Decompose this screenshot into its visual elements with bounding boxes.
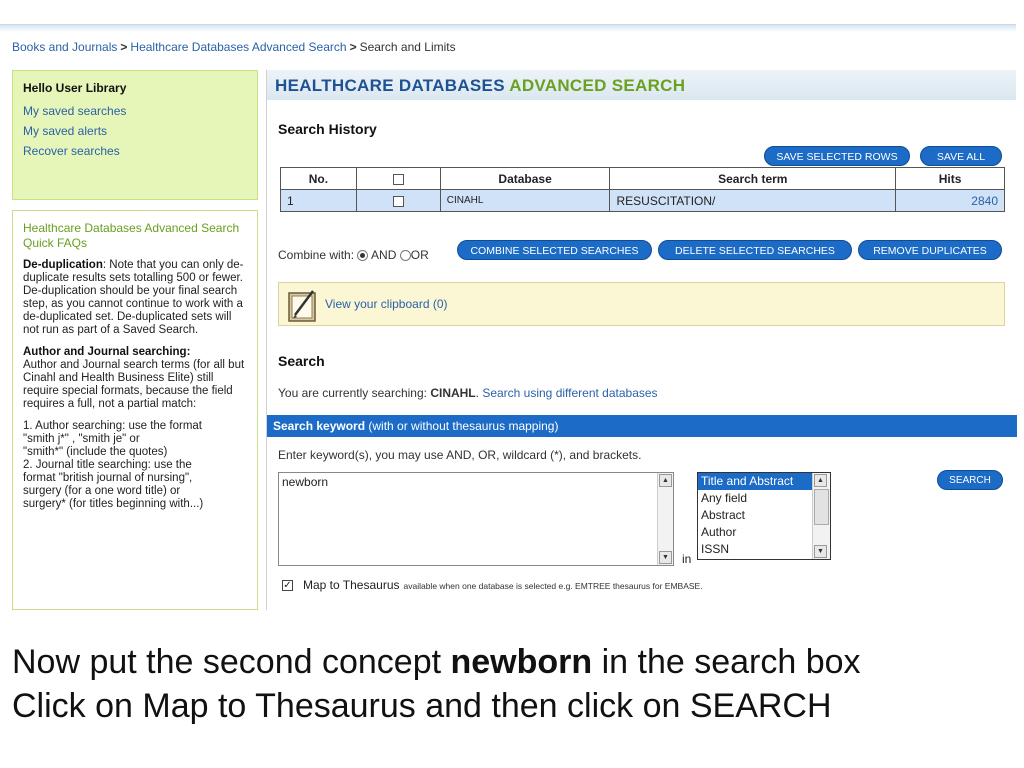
col-no: No. (281, 168, 357, 190)
scroll-up-icon[interactable]: ▲ (814, 474, 827, 487)
delete-selected-searches-button[interactable]: DELETE SELECTED SEARCHES (658, 240, 852, 260)
scroll-up-icon[interactable]: ▲ (659, 474, 672, 487)
breadcrumb-healthcare-link[interactable]: Healthcare Databases Advanced Search (130, 40, 347, 54)
caption-text: in the search box (592, 643, 861, 681)
tip-line: 1. Author searching: use the format (23, 420, 202, 432)
current-prefix: You are currently searching: (278, 386, 431, 400)
keyword-bar-subtitle: (with or without thesaurus mapping) (365, 419, 559, 433)
caption-keyword: newborn (450, 643, 593, 681)
combine-label: Combine with: (278, 248, 355, 262)
author-note (23, 346, 247, 411)
field-option[interactable]: Author (701, 525, 737, 539)
keyword-textarea[interactable] (278, 472, 674, 566)
search-tips (23, 420, 247, 511)
save-all-button[interactable]: SAVE ALL (920, 146, 1002, 166)
caption-line2: Click on Map to Thesaurus and then click on SEARCH (12, 687, 832, 725)
remove-duplicates-button[interactable]: REMOVE DUPLICATES (858, 240, 1002, 260)
col-search-term: Search term (610, 168, 896, 190)
field-option[interactable]: Title and Abstract (698, 473, 812, 490)
field-list-scrollbar[interactable] (812, 473, 830, 559)
or-radio[interactable] (400, 250, 411, 261)
breadcrumb-books-link[interactable]: Books and Journals (12, 40, 118, 54)
search-field-list[interactable] (697, 472, 831, 560)
and-label: AND (371, 248, 397, 262)
view-clipboard-link[interactable]: View your clipboard (0) (325, 297, 448, 311)
dedup-title: De-duplication (23, 259, 103, 271)
tip-line: surgery* (for titles beginning with...) (23, 498, 204, 510)
breadcrumb (12, 40, 456, 54)
dedup-note (23, 259, 247, 337)
row-checkbox[interactable] (393, 196, 404, 207)
field-option[interactable]: Abstract (701, 508, 746, 522)
page-title-part1: HEALTHCARE DATABASES (275, 76, 505, 95)
or-label: OR (410, 248, 429, 262)
map-thesaurus-row (282, 578, 703, 592)
recover-searches-link[interactable]: Recover searches (23, 144, 120, 158)
row-select-cell (356, 190, 440, 212)
search-keyword-bar (267, 415, 1017, 437)
keyword-value: newborn (282, 475, 329, 489)
select-all-checkbox[interactable] (393, 174, 404, 185)
tip-line: surgery (for a one word title) or (23, 485, 181, 497)
clipboard-bar (278, 282, 1005, 326)
breadcrumb-current: Search and Limits (359, 40, 456, 54)
author-text: Author and Journal search terms (for all but Cinahl and Health Business Elite) still require special formats, because the field requires a full, not a partial match: (23, 359, 245, 410)
keyword-bar-title: Search keyword (273, 419, 366, 433)
save-selected-rows-button[interactable]: SAVE SELECTED ROWS (764, 146, 910, 166)
row-no: 1 (281, 190, 357, 212)
map-thesaurus-label: Map to Thesaurus (303, 578, 400, 592)
row-search-term: RESUSCITATION/ (610, 190, 896, 212)
different-databases-link[interactable]: Search using different databases (482, 386, 658, 400)
combine-options (278, 248, 429, 262)
in-label: in (682, 552, 692, 566)
col-hits: Hits (896, 168, 1005, 190)
tip-line: 2. Journal title searching: use the (23, 459, 192, 471)
row-hits-link[interactable]: 2840 (896, 190, 1005, 212)
page-title (267, 70, 1016, 100)
author-title: Author and Journal searching: (23, 346, 191, 358)
dedup-text: : Note that you can only de-duplicate results sets totalling 500 or fewer. De-duplication should be your final search step, as you cannot continue to work with a de-duplicated set. De-duplicated sets will not run as part of a Saved Search. (23, 259, 244, 336)
clipboard-icon (283, 285, 323, 325)
page-title-part2: ADVANCED SEARCH (509, 76, 686, 95)
main-panel (266, 70, 1016, 610)
field-option[interactable]: Any field (701, 491, 748, 505)
instruction-caption (12, 640, 861, 728)
search-history-table (280, 167, 1005, 212)
textarea-scrollbar[interactable] (657, 473, 673, 565)
current-database: CINAHL (430, 386, 476, 400)
faq-panel (12, 210, 258, 610)
current-database-line: You are currently searching: CINAHL. Search using different databases (278, 386, 658, 400)
and-radio[interactable] (357, 250, 368, 261)
search-button[interactable]: SEARCH (937, 470, 1003, 490)
saved-searches-link[interactable]: My saved searches (23, 104, 127, 118)
tip-line: "smith j*" , "smith je" or (23, 433, 140, 445)
combine-selected-searches-button[interactable]: COMBINE SELECTED SEARCHES (457, 240, 652, 260)
search-heading: Search (278, 353, 325, 369)
top-bar (0, 24, 1016, 32)
tip-line: "smith*" (include the quotes) (23, 446, 168, 458)
breadcrumb-separator: > (349, 40, 357, 54)
search-history-heading: Search History (278, 121, 377, 137)
tip-line: format "british journal of nursing", (23, 472, 193, 484)
table-header-row (281, 168, 1005, 190)
user-greeting: Hello User Library (23, 81, 127, 95)
map-thesaurus-note: available when one database is selected e.g. EMTREE thesaurus for EMBASE. (403, 581, 703, 591)
scroll-down-icon[interactable]: ▼ (814, 545, 827, 558)
map-thesaurus-checkbox[interactable]: ✓ (283, 580, 292, 592)
col-database: Database (440, 168, 610, 190)
saved-alerts-link[interactable]: My saved alerts (23, 124, 108, 138)
row-database: CINAHL (440, 190, 610, 212)
keyword-instructions: Enter keyword(s), you may use AND, OR, wildcard (*), and brackets. (278, 448, 642, 462)
breadcrumb-separator: > (120, 40, 128, 54)
scroll-thumb[interactable] (814, 489, 829, 525)
caption-text: Now put the second concept (12, 643, 451, 681)
faq-title: Healthcare Databases Advanced Search Quick FAQs (23, 221, 240, 250)
user-panel (12, 70, 258, 200)
col-select (356, 168, 440, 190)
table-row (281, 190, 1005, 212)
scroll-down-icon[interactable]: ▼ (659, 551, 672, 564)
field-option[interactable]: ISSN (701, 542, 730, 556)
